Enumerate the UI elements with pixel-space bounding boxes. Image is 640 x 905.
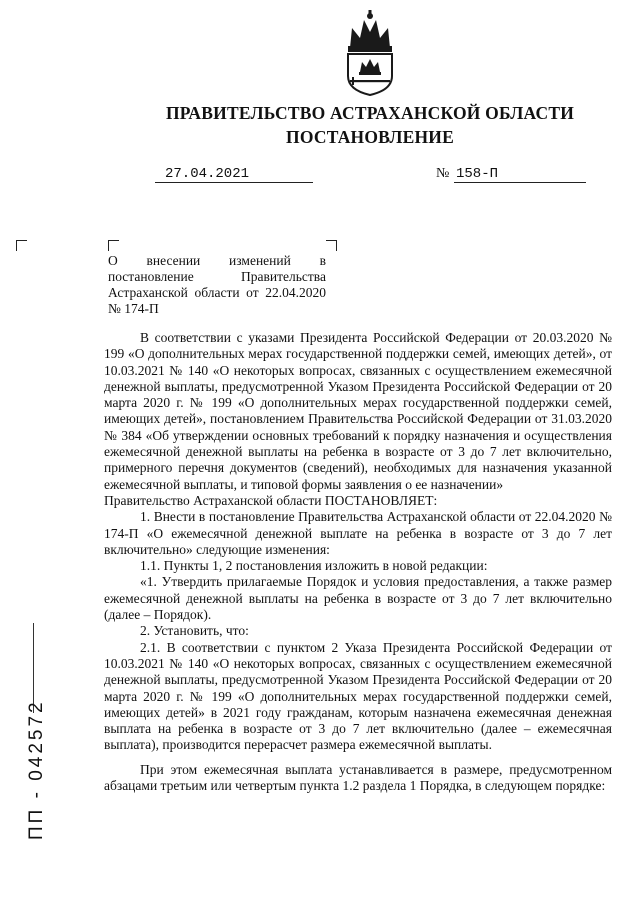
corner-mark-left [16,240,27,251]
corner-mark-subject-left [108,240,119,251]
resolution-statement: Правительство Астраханской области ПОСТАНОВЛЯЕТ: [104,492,438,508]
clause-1-1: 1.1. Пункты 1, 2 постановления изложить в новой редакции: [140,558,488,574]
organization-title: ПРАВИТЕЛЬСТВО АСТРАХАНСКОЙ ОБЛАСТИ [165,103,575,123]
quoted-clause-2-1: 2.1. В соответствии с пунктом 2 Указа Президента Российской Федерации от 10.03.2021 № 140 «О некоторых вопросах, связанных с осуществлением ежемесячной денежной выплаты, предусмотренной Указом Президента Российской Федерации от 20 марта 2020 г. № 199 «О дополнительных мерах государственной поддержки семей, имеющих детей» в 2021 году гражданам, которым назначена ежемесячная денежная выплата на ребенка в возрасте от 3 до 7 лет включительно (далее – ежемесячная выплата), производится перерасчет размера ежемесячной выплаты. [104,639,612,753]
closing-paragraph: При этом ежемесячная выплата устанавливается в размере, предусмотренном абзацами третьим или четвертым пункта 1.2 раздела 1 Порядка, в следующем порядке: [104,761,612,794]
document-body [104,330,612,794]
corner-mark-subject-right [326,240,337,251]
quoted-clause-1: «1. Утвердить прилагаемые Порядок и условия предоставления, а также размер ежемесячной денежной выплаты на ребенка в возрасте от 3 до 7 лет включительно (далее – Порядок). [104,574,612,623]
clause-1: 1. Внести в постановление Правительства Астраханской области от 22.04.2020 № 174-П «О ежемесячной денежной выплате на ребенка в возрасте от 3 до 7 лет включительно» следующие изменения: [104,509,612,557]
document-type-title: ПОСТАНОВЛЕНИЕ [286,127,454,147]
document-subject: О внесении изменений в постановление Правительства Астраханской области от 22.04.2020 № 174-П [108,253,326,316]
preamble-paragraph: В соответствии с указами Президента Российской Федерации от 20.03.2020 № 199 «О дополнительных мерах государственной поддержки семей, имеющих детей», от 10.03.2021 № 140 «О некоторых вопросах, связанных с осуществлением ежемесячной денежной выплаты, предусмотренной Указом Президента Российской Федерации от 20 марта 2020 г. № 199 «О дополнительных мерах государственной поддержки семей, имеющих детей», постановлением Правительства Российской Федерации от 31.03.2020 № 384 «Об утверждении основных требований к порядку назначения и осуществления ежемесячной денежной выплаты на ребенка в возрасте от 3 до 7 лет включительно, примерного перечня документов (сведений), необходимых для назначения указанной ежемесячной выплаты, и типовой формы заявления о ее назначении» [104,330,612,492]
form-serial-number: ПП - 042572 [26,699,47,840]
coat-of-arms-emblem [338,10,402,96]
document-date: 27.04.2021 [155,166,313,183]
document-number: 158-П [454,166,586,183]
quoted-clause-2: 2. Установить, что: [140,623,249,639]
number-label: № [436,166,450,181]
